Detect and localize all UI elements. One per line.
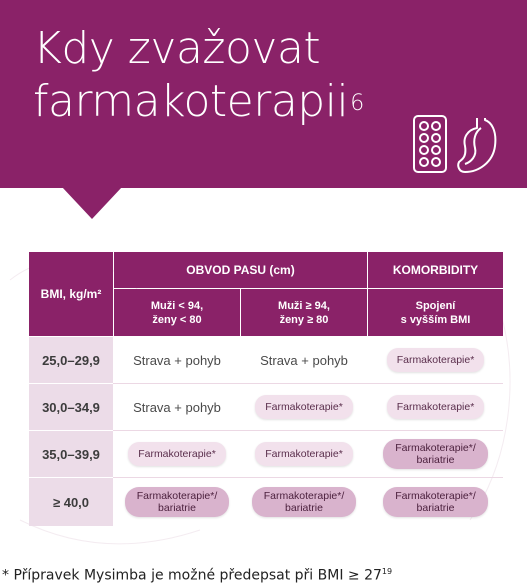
pharmacotherapy-bariatric-pill: Farmakoterapie*/ bariatrie	[252, 487, 357, 517]
recommendation-cell	[241, 478, 367, 526]
header-banner	[0, 0, 527, 188]
recommendation-cell: Strava + pohyb	[133, 352, 221, 368]
pharmacotherapy-pill: Farmakoterapie*	[255, 395, 353, 419]
title-line-2-text: farmakoterapii	[33, 76, 349, 127]
footnote	[2, 567, 392, 584]
pharmacotherapy-pill: Farmakoterapie*	[387, 395, 485, 419]
page-title	[33, 22, 364, 128]
pharmacotherapy-bariatric-pill: Farmakoterapie*/ bariatrie	[383, 487, 488, 517]
bmi-cell: ≥ 40,0	[29, 478, 113, 526]
recommendation-cell: Strava + pohyb	[133, 399, 221, 415]
pharmacotherapy-table	[29, 252, 503, 526]
bmi-cell: 30,0–34,9	[29, 384, 113, 430]
bmi-cell: 35,0–39,9	[29, 431, 113, 477]
recommendation-cell	[368, 478, 503, 526]
title-reference: 6	[350, 91, 364, 116]
bmi-header: BMI, kg/m²	[29, 252, 113, 336]
waist-subheader-low: Muži < 94, ženy < 80	[114, 289, 240, 336]
pharmacotherapy-bariatric-pill: Farmakoterapie*/ bariatrie	[383, 439, 488, 469]
pharmacotherapy-pill: Farmakoterapie*	[255, 442, 353, 466]
footnote-reference: 19	[381, 567, 393, 576]
comorbidity-subheader: Spojení s vyšším BMI	[368, 289, 503, 336]
stomach-icon	[458, 118, 495, 172]
comorbidity-group-header: KOMORBIDITY	[368, 252, 503, 288]
recommendation-cell	[114, 478, 240, 526]
recommendation-cell	[241, 384, 367, 430]
pharmacotherapy-pill: Farmakoterapie*	[128, 442, 226, 466]
recommendation-cell	[241, 431, 367, 477]
footnote-text: * Přípravek Mysimba je možné předepsat při BMI ≥ 27	[2, 567, 382, 584]
waist-subheader-high: Muži ≥ 94, ženy ≥ 80	[241, 289, 367, 336]
waist-group-header: OBVOD PASU (cm)	[114, 252, 367, 288]
title-line-2	[33, 75, 364, 128]
bmi-cell: 25,0–29,9	[29, 337, 113, 383]
recommendation-cell	[368, 431, 503, 477]
header-pointer	[62, 187, 122, 219]
pharmacotherapy-pill: Farmakoterapie*	[387, 348, 485, 372]
header-icons	[411, 114, 501, 181]
recommendation-cell	[368, 337, 503, 383]
title-line-1: Kdy zvažovat	[33, 23, 321, 74]
recommendation-cell	[368, 384, 503, 430]
pill-blister-icon	[414, 116, 446, 172]
recommendation-cell: Strava + pohyb	[260, 352, 348, 368]
pharmacotherapy-bariatric-pill: Farmakoterapie*/ bariatrie	[125, 487, 230, 517]
recommendation-cell	[114, 431, 240, 477]
